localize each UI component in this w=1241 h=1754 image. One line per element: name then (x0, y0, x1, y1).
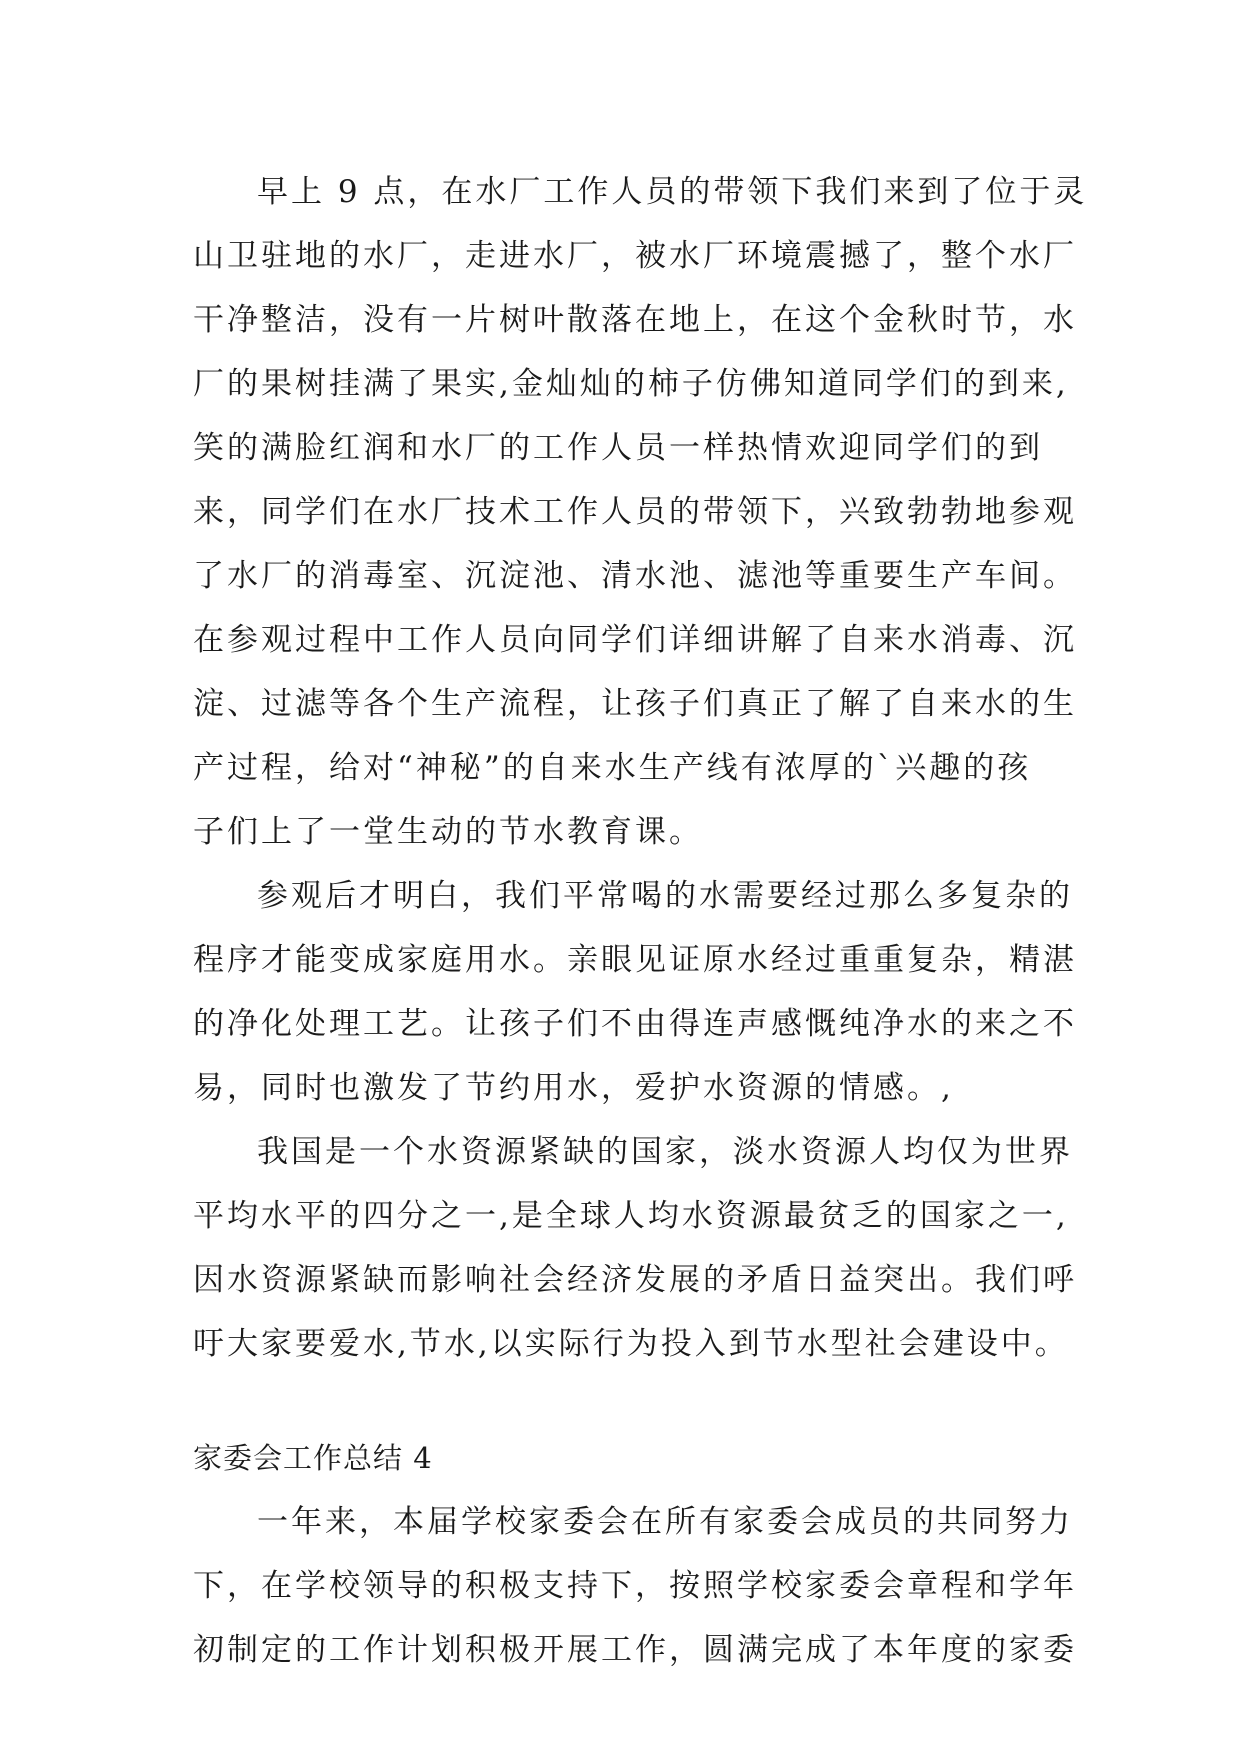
text-line: 笑的满脸红润和水厂的工作人员一样热情欢迎同学们的到 (193, 430, 1043, 466)
text-line: 我国是一个水资源紧缺的国家，淡水资源人均仅为世界 (257, 1134, 1073, 1170)
text-line: 的净化处理工艺。让孩子们不由得连声感慨纯净水的来之不 (193, 1006, 1077, 1042)
text-line: 程序才能变成家庭用水。亲眼见证原水经过重重复杂，精湛 (193, 942, 1077, 978)
text-line: 了水厂的消毒室、沉淀池、清水池、滤池等重要生产车间。 (193, 558, 1077, 594)
text-line: 在参观过程中工作人员向同学们详细讲解了自来水消毒、沉 (193, 622, 1077, 658)
paragraph-reflection (193, 864, 1077, 1120)
text-line: 一年来，本届学校家委会在所有家委会成员的共同努力 (257, 1504, 1073, 1540)
section-spacer (193, 1376, 1063, 1426)
text-line: 山卫驻地的水厂，走进水厂，被水厂环境震撼了，整个水厂 (193, 238, 1077, 274)
text-line: 厂的果树挂满了果实,金灿灿的柿子仿佛知道同学们的到来, (193, 366, 1069, 402)
document-body (193, 160, 1088, 1682)
text-line: 易，同时也激发了节约用水，爱护水资源的情感。, (193, 1070, 954, 1106)
text-line: 早上 9 点，在水厂工作人员的带领下我们来到了位于灵 (257, 174, 1088, 210)
text-line: 产过程，给对“神秘”的自来水生产线有浓厚的`兴趣的孩 (193, 750, 1032, 786)
text-line: 子们上了一堂生动的节水教育课。 (193, 814, 703, 850)
text-line: 初制定的工作计划积极开展工作，圆满完成了本年度的家委 (193, 1632, 1077, 1668)
paragraph-committee-summary (193, 1490, 1077, 1682)
paragraph-water-shortage (193, 1120, 1077, 1376)
text-line: 下，在学校领导的积极支持下，按照学校家委会章程和学年 (193, 1568, 1077, 1604)
text-line: 淀、过滤等各个生产流程，让孩子们真正了解了自来水的生 (193, 686, 1077, 722)
text-line: 来，同学们在水厂技术工作人员的带领下，兴致勃勃地参观 (193, 494, 1077, 530)
paragraph-water-plant-visit (193, 160, 1088, 864)
text-line: 因水资源紧缺而影响社会经济发展的矛盾日益突出。我们呼 (193, 1262, 1077, 1298)
text-line: 平均水平的四分之一,是全球人均水资源最贫乏的国家之一, (193, 1198, 1069, 1234)
text-line: 干净整洁，没有一片树叶散落在地上，在这个金秋时节，水 (193, 302, 1077, 338)
text-line: 参观后才明白，我们平常喝的水需要经过那么多复杂的 (257, 878, 1073, 914)
text-line: 吁大家要爱水,节水,以实际行为投入到节水型社会建设中。 (193, 1326, 1069, 1362)
section-heading: 家委会工作总结 4 (193, 1441, 433, 1475)
